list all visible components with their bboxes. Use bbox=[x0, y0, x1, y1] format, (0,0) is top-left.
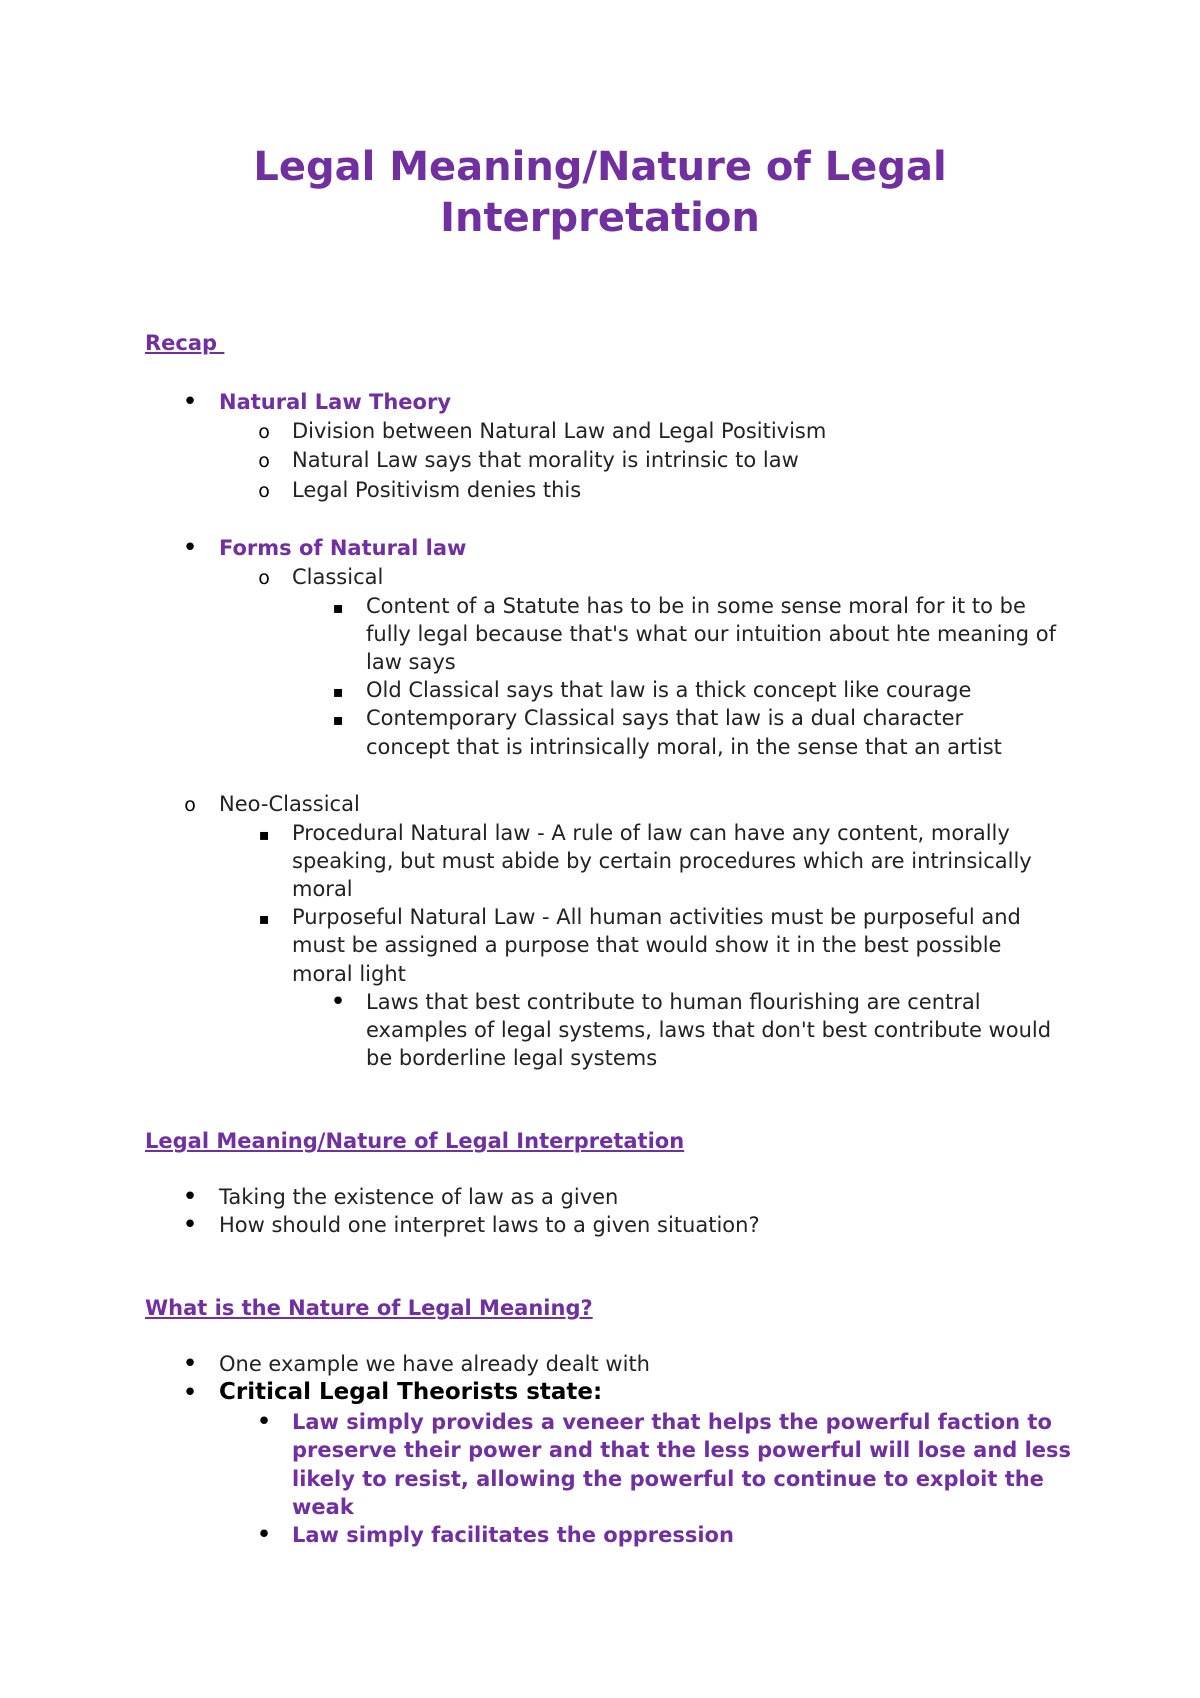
title-line-2: Interpretation bbox=[440, 195, 760, 241]
list-item-line: likely to resist, allowing the powerful to continue to exploit the bbox=[292, 1467, 1044, 1491]
bullet-circle-icon bbox=[180, 790, 200, 819]
list-item-line: speaking, but must abide by certain procedures which are intrinsically bbox=[292, 849, 1032, 873]
bullet-disc-icon bbox=[328, 988, 348, 1017]
list-item-line: Content of a Statute has to be in some sense moral for it to be bbox=[366, 594, 1026, 618]
bullet-disc-icon bbox=[254, 1521, 274, 1550]
list-item: How should one interpret laws to a given situation? bbox=[219, 1213, 760, 1237]
list-item-line: law says bbox=[366, 650, 456, 674]
bullet-disc-icon bbox=[180, 1211, 200, 1240]
list-item-line: preserve their power and that the less powerful will lose and less bbox=[292, 1438, 1072, 1462]
recap-heading: Recap bbox=[145, 331, 225, 355]
bullet-disc-icon bbox=[254, 1408, 274, 1437]
bullet-disc-icon bbox=[180, 388, 200, 417]
bullet-square-icon bbox=[328, 676, 348, 706]
list-item-line: Old Classical says that law is a thick concept like courage bbox=[366, 678, 972, 702]
list-item-line: moral bbox=[292, 877, 353, 901]
bullet-square-icon bbox=[328, 592, 348, 622]
list-item-line: fully legal because that's what our intuition about hte meaning of bbox=[366, 622, 1056, 646]
list-item: Division between Natural Law and Legal Positivism bbox=[292, 419, 827, 443]
natural-law-theory-label: Natural Law Theory bbox=[219, 390, 452, 414]
list-item: Legal Positivism denies this bbox=[292, 478, 582, 502]
bullet-disc-icon bbox=[180, 1183, 200, 1212]
bullet-disc-icon bbox=[180, 534, 200, 563]
list-item-line: concept that is intrinsically moral, in the sense that an artist bbox=[366, 735, 1002, 759]
bullet-circle-icon bbox=[254, 476, 274, 505]
forms-of-natural-law-label: Forms of Natural law bbox=[219, 536, 467, 560]
classical-label: Classical bbox=[292, 565, 384, 589]
list-item-line: Contemporary Classical says that law is a dual character bbox=[366, 706, 964, 730]
list-item-line: moral light bbox=[292, 962, 406, 986]
list-item: Taking the existence of law as a given bbox=[219, 1185, 619, 1209]
bullet-square-icon bbox=[254, 903, 274, 933]
document-title bbox=[200, 142, 1000, 244]
list-item-line: Laws that best contribute to human flourishing are central bbox=[366, 990, 981, 1014]
list-item: Natural Law says that morality is intrinsic to law bbox=[292, 448, 799, 472]
list-item-line: be borderline legal systems bbox=[366, 1046, 658, 1070]
bullet-disc-icon bbox=[180, 1350, 200, 1379]
bullet-circle-icon bbox=[254, 417, 274, 446]
legal-meaning-heading: Legal Meaning/Nature of Legal Interpretation bbox=[145, 1129, 685, 1153]
list-item-line: Law simply facilitates the oppression bbox=[292, 1523, 734, 1547]
bullet-circle-icon bbox=[254, 446, 274, 475]
list-item-line: Law simply provides a veneer that helps the powerful faction to bbox=[292, 1410, 1052, 1434]
neo-classical-label: Neo-Classical bbox=[219, 792, 360, 816]
bullet-circle-icon bbox=[254, 563, 274, 592]
bullet-disc-icon bbox=[180, 1379, 200, 1408]
bullet-square-icon bbox=[328, 704, 348, 734]
title-line-1: Legal Meaning/Nature of Legal bbox=[253, 144, 947, 190]
list-item-line: examples of legal systems, laws that don't best contribute would bbox=[366, 1018, 1052, 1042]
nature-of-legal-meaning-heading: What is the Nature of Legal Meaning? bbox=[145, 1296, 593, 1320]
list-item: One example we have already dealt with bbox=[219, 1352, 650, 1376]
list-item-line: Purposeful Natural Law - All human activities must be purposeful and bbox=[292, 905, 1021, 929]
list-item-line: Procedural Natural law - A rule of law can have any content, morally bbox=[292, 821, 1010, 845]
list-item-line: weak bbox=[292, 1495, 354, 1519]
critical-legal-theorists-label: Critical Legal Theorists state: bbox=[219, 1379, 603, 1405]
list-item-line: must be assigned a purpose that would show it in the best possible bbox=[292, 933, 1002, 957]
bullet-square-icon bbox=[254, 819, 274, 849]
